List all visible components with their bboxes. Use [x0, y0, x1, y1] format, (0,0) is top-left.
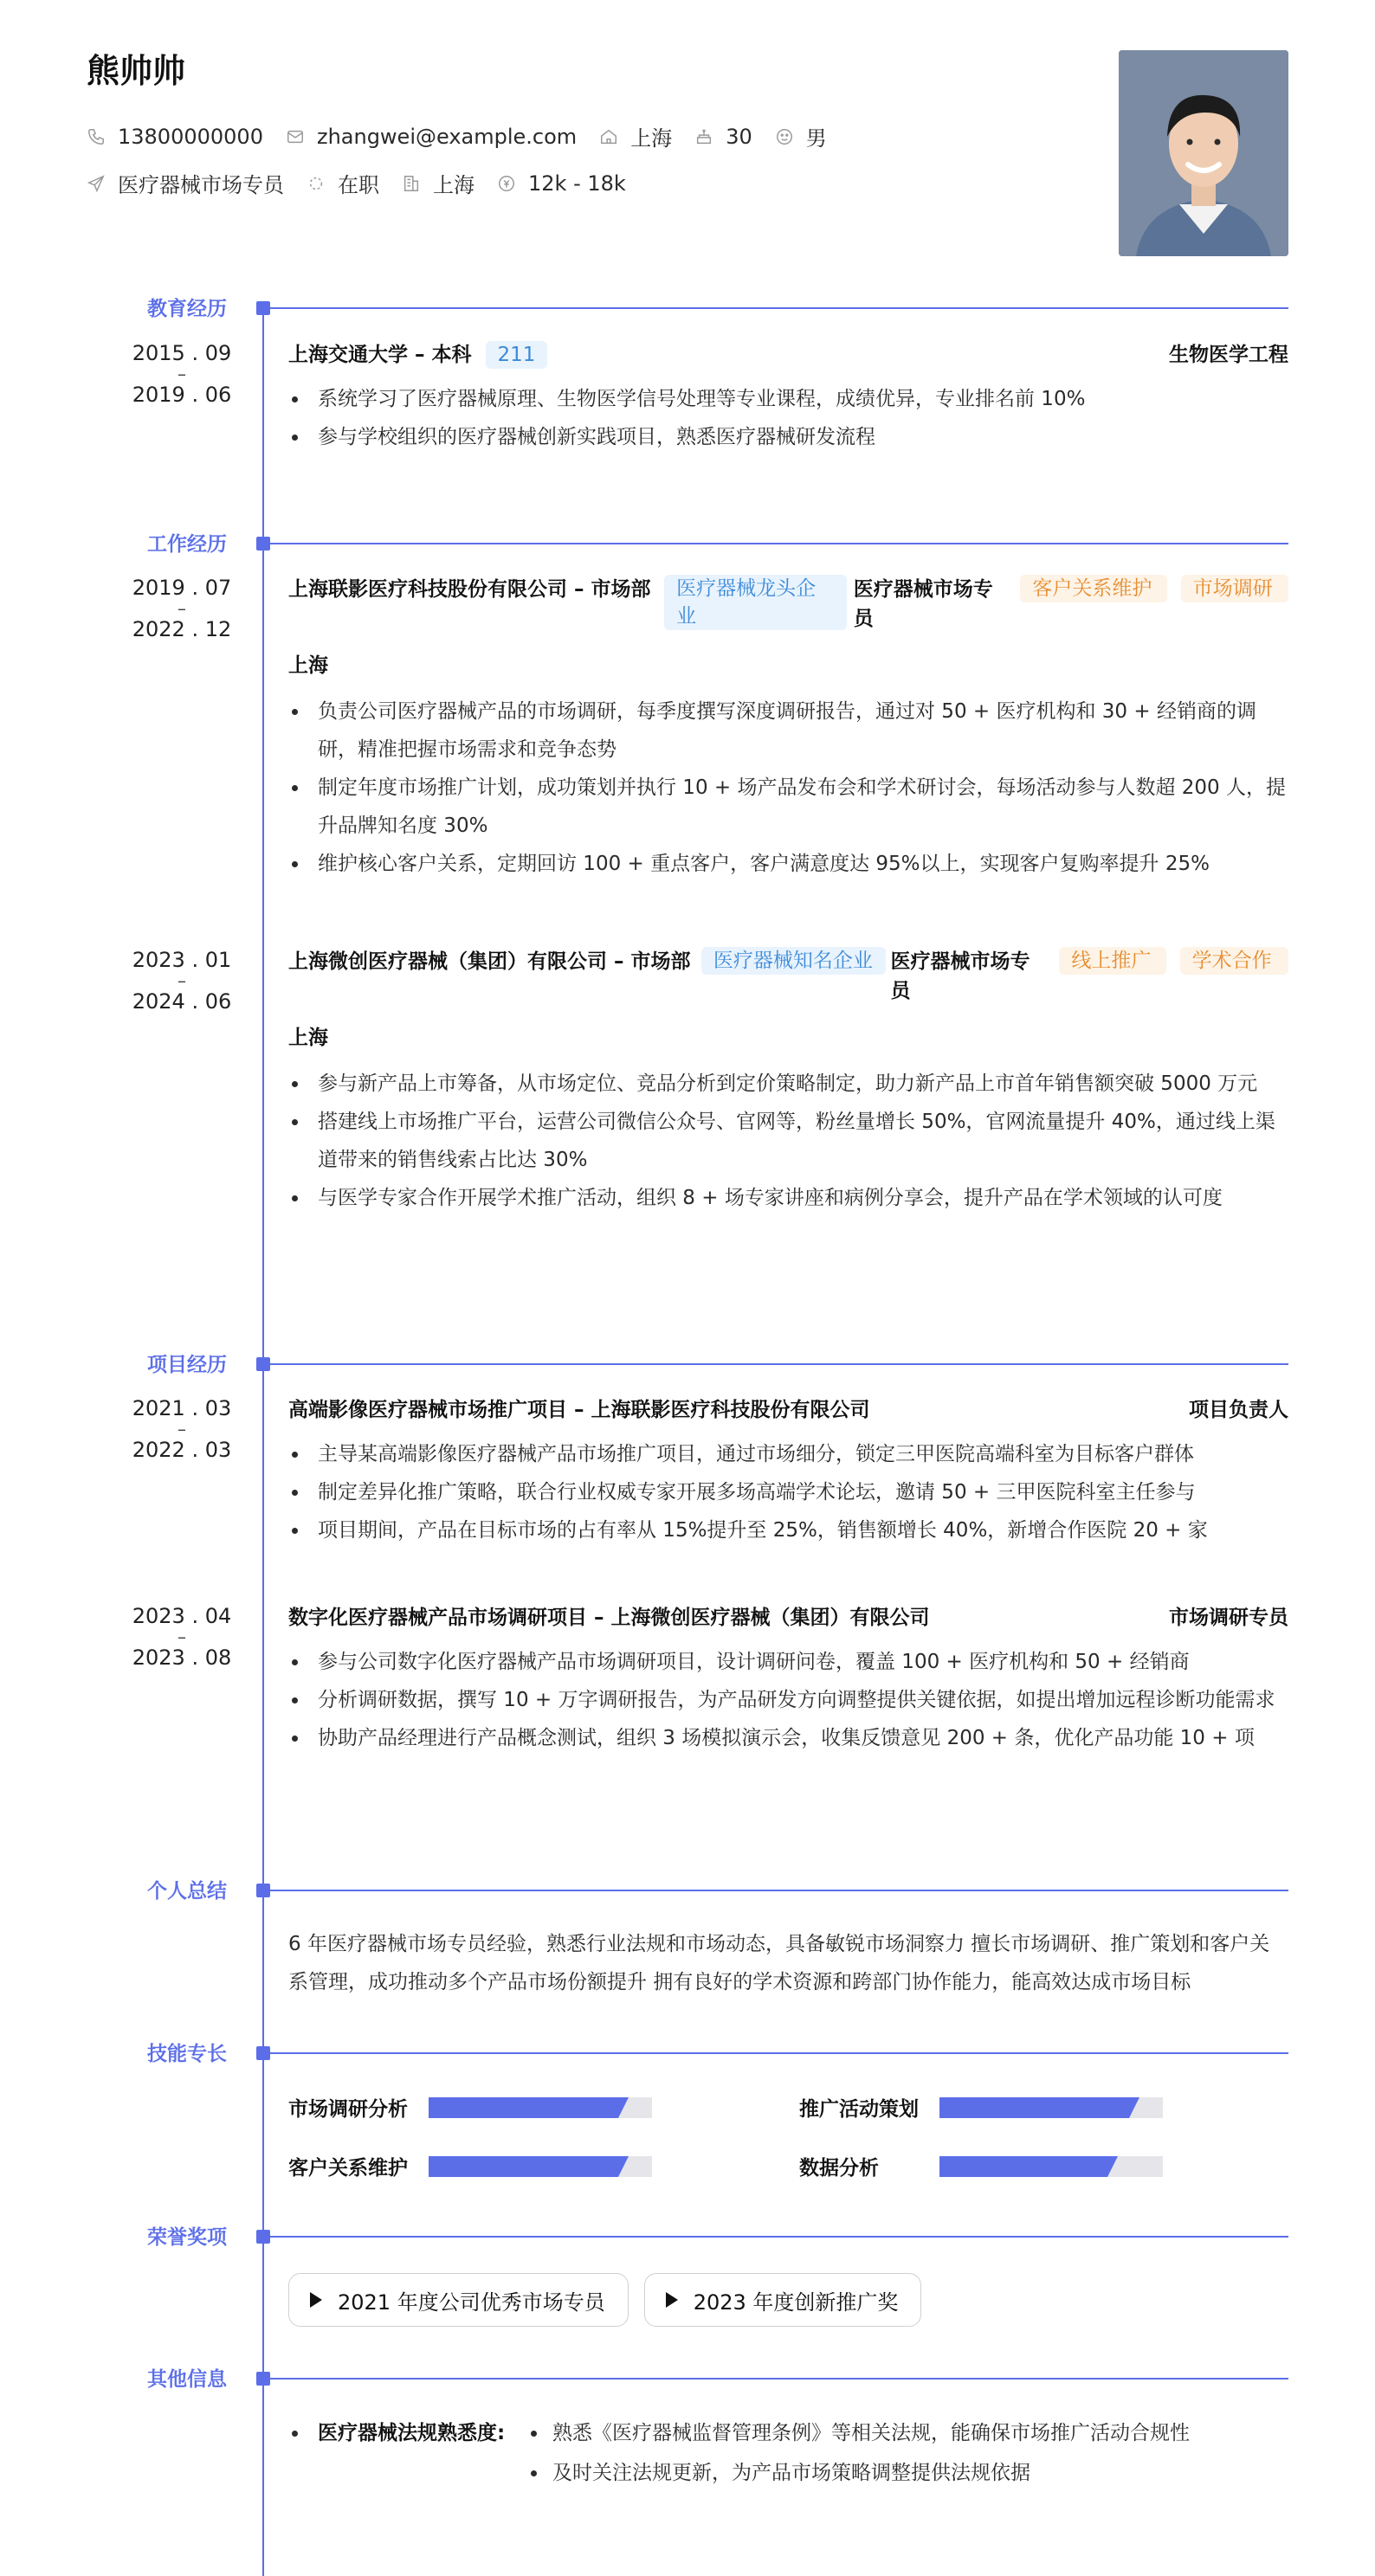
- list-item: 主导某高端影像医疗器械产品市场推广项目，通过市场细分，锁定三甲医院高端科室为目标客户群体: [288, 1435, 1288, 1473]
- skill-bar: [429, 2097, 652, 2118]
- skill-name: 客户关系维护: [288, 2157, 408, 2180]
- company-tag: 医疗器械知名企业: [701, 947, 886, 975]
- section-rule: [270, 2052, 1288, 2054]
- section-header: [0, 2041, 1375, 2067]
- awards-list: [288, 2273, 937, 2327]
- section-header: [0, 531, 1375, 557]
- skill-level-fill: [939, 2097, 1129, 2118]
- school-name: 上海交通大学 – 本科: [288, 344, 472, 366]
- award-label: 2023 年度创新推广奖: [693, 2289, 899, 2315]
- entry-content: [288, 947, 1288, 1217]
- section-header: [0, 1878, 1375, 1904]
- skill-bar: [939, 2156, 1163, 2177]
- skill-level-fill: [429, 2097, 618, 2118]
- entry-bullets: [288, 1065, 1288, 1217]
- date-dash: –: [178, 598, 186, 619]
- list-item: 参与公司数字化医疗器械产品市场调研项目，设计调研问卷，覆盖 100 + 医疗机构和 50 + 经销商: [288, 1643, 1288, 1681]
- bullet-dot: [292, 2431, 298, 2437]
- entry-title-row: [288, 340, 1288, 370]
- section-header: [0, 1352, 1375, 1378]
- company-name: 上海微创医疗器械（集团）有限公司 – 市场部: [288, 950, 691, 973]
- skill-tag: 线上推广: [1059, 947, 1165, 975]
- role-title: 医疗器械市场专员: [890, 950, 1030, 1002]
- end-date: 2023 . 08: [132, 1645, 232, 1670]
- date-dash: –: [178, 1419, 186, 1439]
- location-text: 上海: [630, 126, 673, 151]
- section-header: [0, 296, 1375, 322]
- entry-title-row: [288, 575, 1288, 634]
- skill-item: [288, 2152, 652, 2180]
- start-date: 2023 . 01: [132, 948, 232, 972]
- age-info: [694, 125, 752, 149]
- section-title-awards: 荣誉奖项: [147, 2226, 227, 2249]
- list-item: 协助产品经理进行产品概念测试，组织 3 场模拟演示会，收集反馈意见 200 + 条，优化产品功能 10 + 项: [288, 1719, 1288, 1757]
- bullet-dot: [531, 2431, 537, 2437]
- coin-icon: [497, 174, 516, 193]
- position-text: 医疗器械市场专员: [118, 173, 284, 197]
- position-info: [87, 168, 284, 198]
- status-info: [307, 168, 379, 198]
- skill-level-fill: [429, 2156, 618, 2177]
- major-label: 生物医学工程: [1169, 344, 1288, 366]
- entry-content: [288, 340, 1288, 456]
- play-icon: [310, 2292, 322, 2308]
- skill-bar: [429, 2156, 652, 2177]
- section-title-education: 教育经历: [147, 298, 227, 320]
- candidate-name: 熊帅帅: [87, 52, 186, 90]
- section-title-projects: 项目经历: [147, 1354, 227, 1376]
- section-rule: [270, 543, 1288, 544]
- mail-icon: [286, 127, 305, 146]
- school-tag: 211: [486, 341, 548, 369]
- skill-name: 数据分析: [799, 2157, 879, 2180]
- date-dash: –: [178, 970, 186, 991]
- list-item: 制定年度市场推广计划，成功策划并执行 10 + 场产品发布会和学术研讨会，每场活动参与人数超 200 人，提升品牌知名度 30%: [288, 769, 1288, 845]
- loading-icon: [307, 174, 326, 193]
- work-section: [0, 531, 1375, 557]
- work-city: 上海: [288, 1027, 328, 1049]
- entry-bullets: [288, 1643, 1288, 1757]
- other-row: [288, 2453, 1288, 2493]
- contact-row: [87, 121, 849, 151]
- date-dash: –: [178, 364, 186, 384]
- job-intent-row: [87, 168, 649, 198]
- email-text: zhangwei@example.com: [316, 124, 578, 149]
- start-date: 2021 . 03: [132, 1396, 232, 1420]
- date-dash: –: [178, 1626, 186, 1647]
- start-date: 2019 . 07: [132, 576, 232, 600]
- company-tag: 医疗器械龙头企业: [664, 575, 847, 630]
- entry-title-row: [288, 947, 1288, 1006]
- email-info: [286, 125, 577, 149]
- phone-info: [87, 125, 263, 149]
- list-item: 分析调研数据，撰写 10 + 万字调研报告，为产品研发方向调整提供关键依据，如提出增加远程诊断功能需求: [288, 1681, 1288, 1719]
- list-item: 制定差异化推广策略，联合行业权威专家开展多场高端学术论坛，邀请 50 + 三甲医院科室主任参与: [288, 1473, 1288, 1511]
- entry-dates: [130, 947, 234, 1014]
- home-icon: [599, 127, 618, 146]
- end-date: 2022 . 12: [132, 617, 232, 641]
- building-icon: [402, 174, 421, 193]
- skill-item: [799, 2093, 1163, 2122]
- end-date: 2024 . 06: [132, 989, 232, 1014]
- section-marker: [256, 1357, 270, 1371]
- project-role: 市场调研专员: [1169, 1607, 1288, 1629]
- city-text: 上海: [433, 173, 474, 197]
- list-item: 与医学专家合作开展学术推广活动，组织 8 + 场专家讲座和病例分享会，提升产品在学术领域的认可度: [288, 1179, 1288, 1217]
- age-text: 30: [726, 124, 752, 149]
- list-item: 负责公司医疗器械产品的市场调研，每季度撰写深度调研报告，通过对 50 + 医疗机构和 30 + 经销商的调研，精准把握市场需求和竞争态势: [288, 692, 1288, 769]
- section-header: [0, 2367, 1375, 2392]
- award-item[interactable]: [644, 2273, 922, 2327]
- skill-item: [288, 2093, 652, 2122]
- section-title-skills: 技能专长: [147, 2043, 227, 2065]
- award-item[interactable]: [288, 2273, 629, 2327]
- awards-section: [0, 2225, 1375, 2251]
- section-marker: [256, 1884, 270, 1897]
- end-date: 2019 . 06: [132, 383, 232, 407]
- summary-section: [0, 1878, 1375, 1904]
- skills-grid: [288, 2093, 1288, 2188]
- award-label: 2021 年度公司优秀市场专员: [338, 2289, 605, 2315]
- end-date: 2022 . 03: [132, 1438, 232, 1462]
- entry-dates: [130, 1395, 234, 1463]
- section-rule: [270, 1363, 1288, 1365]
- education-section: [0, 296, 1375, 322]
- city-info: [402, 168, 474, 198]
- list-item: 参与学校组织的医疗器械创新实践项目，熟悉医疗器械研发流程: [288, 418, 1288, 456]
- entry-dates: [130, 575, 234, 642]
- entry-content: [288, 575, 1288, 883]
- role-title: 医疗器械市场专员: [853, 578, 993, 630]
- skill-name: 市场调研分析: [288, 2098, 408, 2121]
- salary-text: 12k - 18k: [528, 171, 626, 196]
- cake-icon: [694, 127, 713, 146]
- entry-dates: [130, 340, 234, 408]
- section-title-summary: 个人总结: [147, 1880, 227, 1903]
- entry-dates: [130, 1603, 234, 1671]
- entry-content: [288, 1395, 1288, 1549]
- status-text: 在职: [338, 173, 379, 197]
- section-rule: [270, 307, 1288, 309]
- play-icon: [666, 2292, 678, 2308]
- section-marker: [256, 2372, 270, 2386]
- other-value: 熟悉《医疗器械监督管理条例》等相关法规，能确保市场推广活动合规性: [552, 2422, 1190, 2444]
- other-row: [288, 2413, 1288, 2453]
- start-date: 2023 . 04: [132, 1604, 232, 1628]
- list-item: 参与新产品上市筹备，从市场定位、竞品分析到定价策略制定，助力新产品上市首年销售额突破 5000 万元: [288, 1065, 1288, 1103]
- entry-content: [288, 1603, 1288, 1757]
- skill-name: 推广活动策划: [799, 2098, 919, 2121]
- phone-icon: [87, 127, 106, 146]
- entry-title-row: [288, 1395, 1288, 1425]
- entry-bullets: [288, 692, 1288, 883]
- resume-header: [87, 50, 1299, 267]
- other-section: [0, 2367, 1375, 2392]
- section-title-other: 其他信息: [147, 2368, 227, 2391]
- location-info: [599, 121, 672, 151]
- skills-section: [0, 2041, 1375, 2067]
- section-rule: [270, 2236, 1288, 2238]
- phone-text: 13800000000: [118, 124, 263, 149]
- section-rule: [270, 2378, 1288, 2380]
- send-icon: [87, 174, 106, 193]
- entry-title-row: [288, 1603, 1288, 1633]
- bullet-dot: [531, 2470, 537, 2476]
- entry-bullets: [288, 380, 1288, 456]
- project-role: 项目负责人: [1189, 1399, 1288, 1421]
- section-title-work: 工作经历: [147, 533, 227, 556]
- summary-content: [288, 1925, 1288, 2001]
- gender-text: 男: [805, 126, 827, 151]
- salary-info: [497, 171, 626, 196]
- portrait-illustration: [1119, 50, 1288, 256]
- skill-item: [799, 2152, 1163, 2180]
- skill-bar: [939, 2097, 1163, 2118]
- project-name: 高端影像医疗器械市场推广项目 – 上海联影医疗科技股份有限公司: [288, 1399, 870, 1421]
- other-key: 医疗器械法规熟悉度:: [318, 2422, 506, 2444]
- start-date: 2015 . 09: [132, 341, 232, 365]
- section-marker: [256, 2230, 270, 2244]
- company-name: 上海联影医疗科技股份有限公司 – 市场部: [288, 578, 651, 601]
- section-marker: [256, 537, 270, 551]
- skill-tag: 客户关系维护: [1020, 575, 1166, 602]
- profile-photo: [1119, 50, 1288, 256]
- projects-section: [0, 1352, 1375, 1378]
- list-item: 项目期间，产品在目标市场的占有率从 15%提升至 25%，销售额增长 40%，新增合作医院 20 + 家: [288, 1511, 1288, 1549]
- gender-info: [775, 121, 827, 151]
- entry-bullets: [288, 1435, 1288, 1549]
- face-icon: [775, 127, 794, 146]
- section-marker: [256, 2046, 270, 2060]
- other-value: 及时关注法规更新，为产品市场策略调整提供法规依据: [552, 2462, 1030, 2484]
- skill-level-fill: [939, 2156, 1107, 2177]
- section-header: [0, 2225, 1375, 2251]
- list-item: 搭建线上市场推广平台，运营公司微信公众号、官网等，粉丝量增长 50%，官网流量提升 40%，通过线上渠道带来的销售线索占比达 30%: [288, 1103, 1288, 1179]
- list-item: 系统学习了医疗器械原理、生物医学信号处理等专业课程，成绩优异，专业排名前 10%: [288, 380, 1288, 418]
- section-marker: [256, 301, 270, 315]
- project-name: 数字化医疗器械产品市场调研项目 – 上海微创医疗器械（集团）有限公司: [288, 1607, 930, 1629]
- other-info: [288, 2413, 1288, 2493]
- work-city: 上海: [288, 654, 328, 677]
- section-rule: [270, 1890, 1288, 1891]
- skill-tag: 学术合作: [1180, 947, 1288, 975]
- summary-text: 6 年医疗器械市场专员经验，熟悉行业法规和市场动态，具备敏锐市场洞察力 擅长市场调研、推广策划和客户关系管理，成功推动多个产品市场份额提升 拥有良好的学术资源和跨部门协作能力，能高效达成市场目标: [288, 1933, 1270, 1993]
- list-item: 维护核心客户关系，定期回访 100 + 重点客户，客户满意度达 95%以上，实现客户复购率提升 25%: [288, 845, 1288, 883]
- skill-tag: 市场调研: [1181, 575, 1288, 602]
